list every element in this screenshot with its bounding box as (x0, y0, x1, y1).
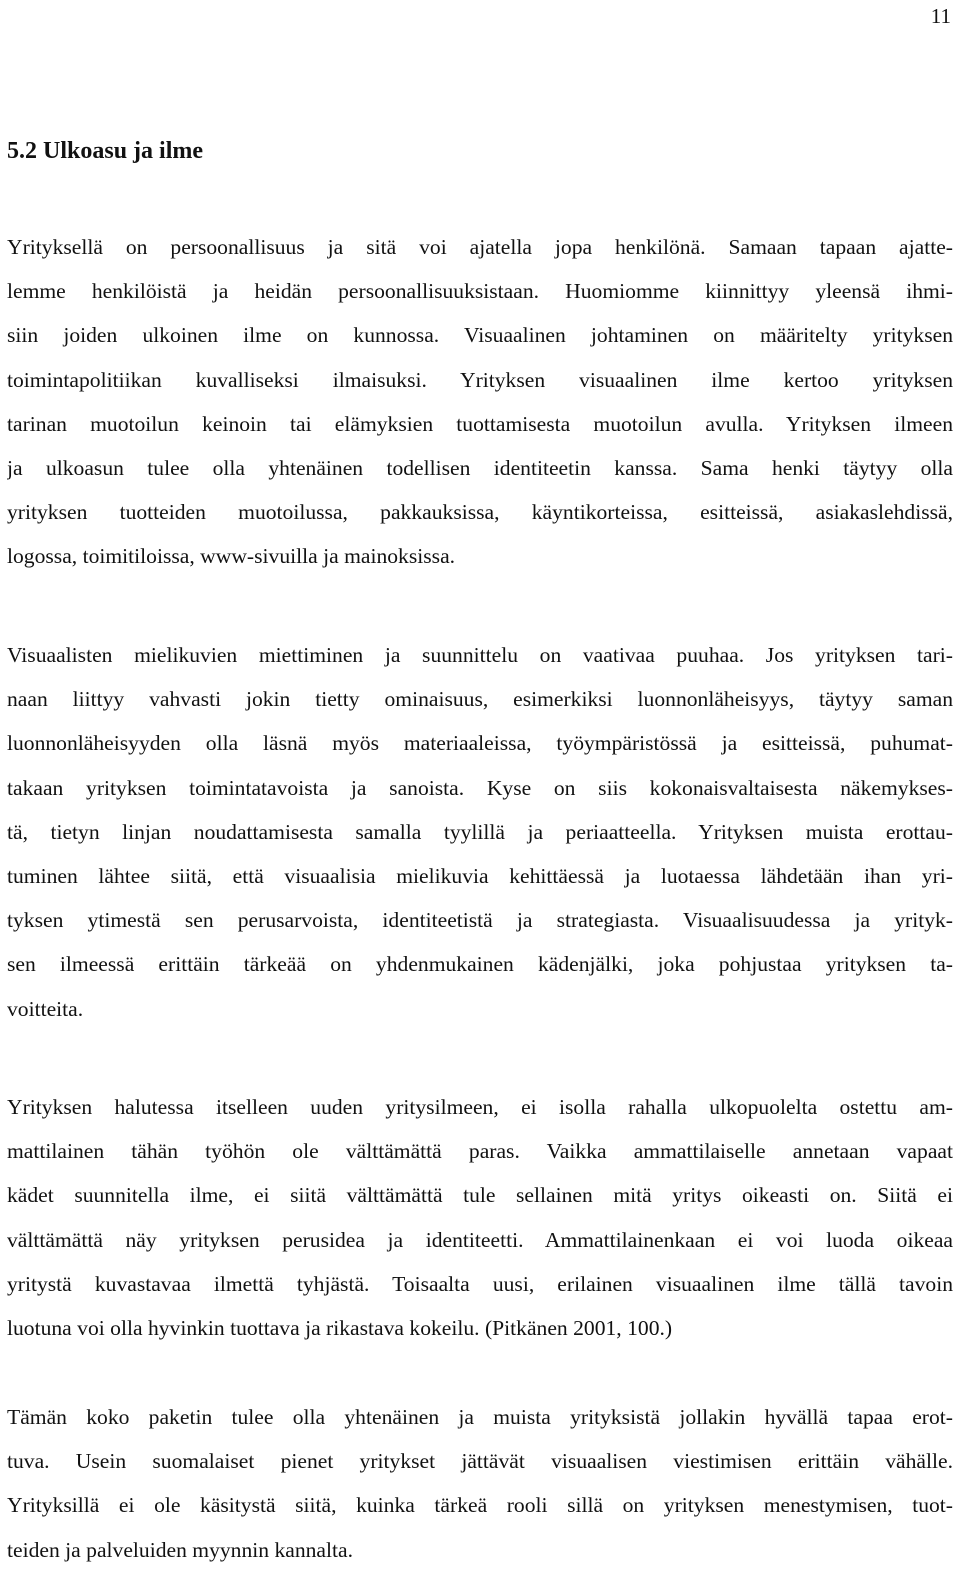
text-line: luonnonläheisyyden olla läsnä myös materiaaleissa, työympäristössä ja esitteissä, puhumat- (7, 731, 953, 756)
text-line: teiden ja palveluiden myynnin kannalta. (7, 1537, 353, 1562)
text-line: sen ilmeessä erittäin tärkeää on yhdenmukainen kädenjälki, joka pohjustaa yrityksen ta- (7, 952, 953, 977)
text-line: ja ulkoasun tulee olla yhtenäinen todellisen identiteetin kanssa. Sama henki täytyy olla (7, 455, 953, 480)
text-line: tä, tietyn linjan noudattamisesta samalla tyylillä ja periaatteella. Yrityksen muista erottau- (7, 819, 953, 844)
text-line: tarinan muotoilun keinoin tai elämyksien tuottamisesta muotoilun avulla. Yrityksen ilmeen (7, 411, 953, 436)
text-line: välttämättä näy yrityksen perusidea ja identiteetti. Ammattilainenkaan ei voi luoda oikeaa (7, 1227, 953, 1252)
text-line: takaan yrityksen toimintatavoista ja sanoista. Kyse on siis kokonaisvaltaisesta näkemykses- (7, 775, 953, 800)
paragraph (7, 633, 953, 1031)
text-line: Yrityksellä on persoonallisuus ja sitä voi ajatella jopa henkilönä. Samaan tapaan ajatte- (7, 235, 953, 259)
text-line: lemme henkilöistä ja heidän persoonallisuuksistaan. Huomiomme kiinnittyy yleensä ihmi- (7, 279, 953, 304)
text-line: Visuaalisten mielikuvien miettiminen ja suunnittelu on vaativaa puuhaa. Jos yrityksen tari- (7, 643, 953, 667)
text-line: tyksen ytimestä sen perusarvoista, identiteetistä ja strategiasta. Visuaalisuudessa ja yrityk- (7, 908, 953, 933)
text-line: luotuna voi olla hyvinkin tuottava ja rikastava kokeilu. (Pitkänen 2001, 100.) (7, 1315, 673, 1340)
text-line: kädet suunnitella ilme, ei siitä välttämättä tule sellainen mitä yritys oikeasti on. Siitä ei (7, 1183, 953, 1208)
text-line: Yrityksen halutessa itselleen uuden yritysilmeen, ei isolla rahalla ulkopuolelta ostettu am- (7, 1095, 953, 1119)
text-line: naan liittyy vahvasti jokin tietty ominaisuus, esimerkiksi luonnonläheisyys, täytyy saman (7, 687, 953, 712)
text-line: tuminen lähtee siitä, että visuaalisia mielikuvia kehittäessä ja luotaessa lähdetään ihan yri- (7, 863, 953, 888)
text-line: tuva. Usein suomalaiset pienet yritykset jättävät visuaalisen viestimisen erittäin vähälle. (7, 1449, 953, 1474)
text-line: yritystä kuvastavaa ilmettä tyhjästä. Toisaalta uusi, erilainen visuaalinen ilme tällä tavoin (7, 1271, 953, 1296)
text-line: yrityksen tuotteiden muotoilussa, pakkauksissa, käyntikorteissa, esitteissä, asiakaslehdissä, (7, 500, 953, 525)
page-number: 11 (930, 4, 951, 28)
paragraph (7, 1085, 953, 1350)
paragraph (7, 225, 953, 579)
section-heading: 5.2 Ulkoasu ja ilme (7, 138, 204, 164)
text-line: Yrityksillä ei ole käsitystä siitä, kuinka tärkeä rooli sillä on yrityksen menestymisen, tuot- (7, 1493, 953, 1518)
text-line: Tämän koko paketin tulee olla yhtenäinen ja muista yrityksistä jollakin hyvällä tapaa erot- (7, 1405, 953, 1429)
text-line: logossa, toimitiloissa, www-sivuilla ja mainoksissa. (7, 544, 456, 569)
text-line: mattilainen tähän työhön ole välttämättä paras. Vaikka ammattilaiselle annetaan vapaat (7, 1139, 953, 1164)
text-line: toimintapolitiikan kuvalliseksi ilmaisuksi. Yrityksen visuaalinen ilme kertoo yrityksen (7, 367, 953, 392)
text-line: voitteita. (7, 996, 84, 1021)
text-line: siin joiden ulkoinen ilme on kunnossa. Visuaalinen johtaminen on määritelty yrityksen (7, 323, 953, 348)
paragraph (7, 1395, 953, 1572)
